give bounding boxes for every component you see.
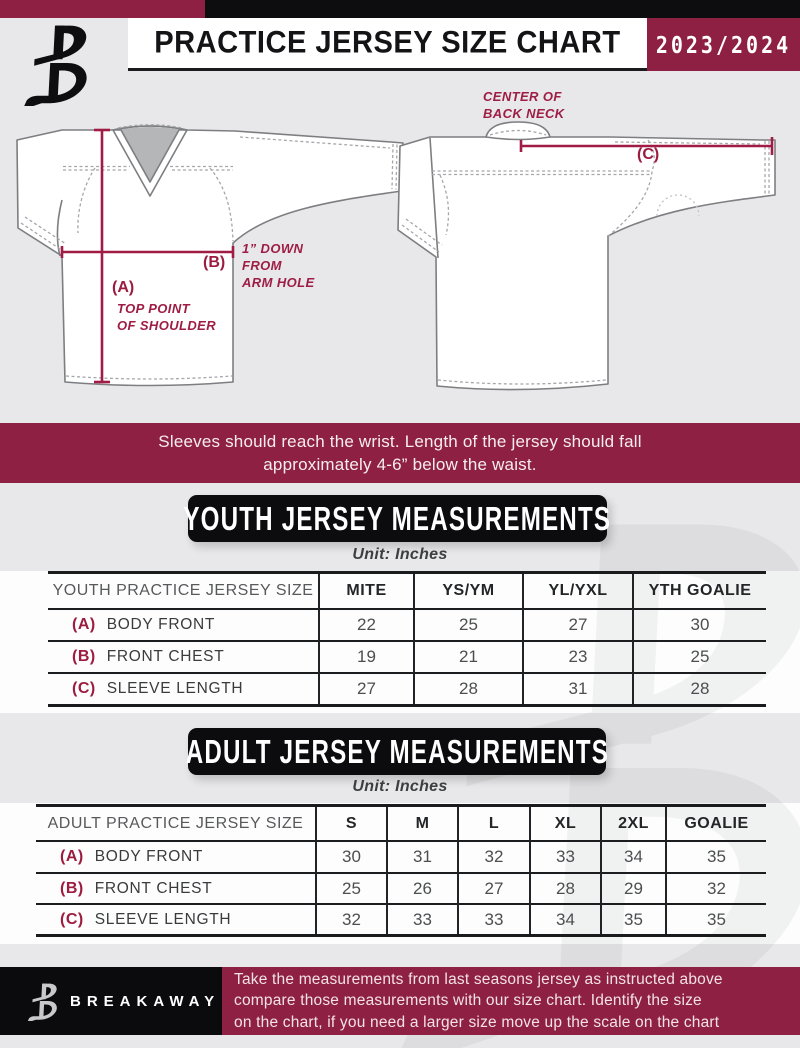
footer-line-3: on the chart, if you need a larger size move up the scale on the chart: [234, 1013, 720, 1031]
table-row-label: [48, 608, 318, 640]
table-value-cell: 25: [413, 608, 522, 640]
page-title: PRACTICE JERSEY SIZE CHART: [154, 25, 621, 60]
table-header-cell: XL: [529, 807, 600, 840]
table-row-label: [36, 872, 315, 903]
table-value-cell: 27: [522, 608, 632, 640]
annotation-label-b: (B): [203, 254, 226, 271]
measurement-label: SLEEVE LENGTH: [106, 680, 244, 697]
annotation-one-down-from-arm-hole: 1” DOWN FROM ARM HOLE: [242, 241, 315, 290]
table-value-cell: 30: [315, 840, 386, 872]
top-maroon-strip: [0, 0, 205, 18]
table-header-cell: M: [386, 807, 457, 840]
adult-size-table: [36, 804, 766, 937]
fit-notice-banner: [0, 423, 800, 483]
table-value-cell: 27: [457, 872, 529, 903]
adult-banner-title: ADULT JERSEY MEASUREMENTS: [185, 732, 609, 770]
jersey-diagrams: [0, 85, 800, 425]
measurement-key: (C): [72, 680, 96, 697]
table-value-cell: 33: [529, 840, 600, 872]
table-row-label: [36, 840, 315, 872]
table-value-cell: 28: [413, 672, 522, 704]
table-value-cell: 28: [632, 672, 766, 704]
measurement-key: (B): [60, 879, 84, 897]
measurement-key: (B): [72, 648, 96, 665]
table-value-cell: 32: [665, 872, 766, 903]
table-header-cell: L: [457, 807, 529, 840]
footer-line-2: compare those measurements with our size chart. Identify the size: [234, 992, 702, 1010]
table-value-cell: 34: [600, 840, 665, 872]
notice-line-2: approximately 4-6” below the waist.: [263, 455, 537, 474]
table-value-cell: 32: [457, 840, 529, 872]
measurement-key: (A): [72, 616, 96, 633]
annotation-label-c: (C): [637, 146, 660, 163]
table-value-cell: 26: [386, 872, 457, 903]
table-value-cell: 34: [529, 903, 600, 934]
table-value-cell: 35: [600, 903, 665, 934]
adult-unit-label: Unit: Inches: [352, 778, 448, 795]
table-value-cell: 29: [600, 872, 665, 903]
measurement-label: FRONT CHEST: [94, 879, 213, 897]
season-badge: [647, 18, 800, 71]
table-value-cell: 33: [386, 903, 457, 934]
measurement-label: BODY FRONT: [94, 848, 204, 865]
footer-brand-name: BREAKAWAY: [70, 992, 221, 1010]
table-value-cell: 28: [529, 872, 600, 903]
table-header-cell: GOALIE: [665, 807, 766, 840]
table-row-label: [48, 672, 318, 704]
table-row-label: [36, 903, 315, 934]
measurement-key: (A): [60, 848, 84, 865]
table-value-cell: 25: [632, 640, 766, 672]
table-value-cell: 35: [665, 903, 766, 934]
table-header-cell: MITE: [318, 574, 413, 608]
table-row-label: [48, 640, 318, 672]
table-header-cell: YTH GOALIE: [632, 574, 766, 608]
annotation-label-a: (A): [112, 279, 135, 296]
table-value-cell: 27: [318, 672, 413, 704]
annotation-center-back-neck: CENTER OF BACK NECK: [483, 89, 565, 121]
footer-brand-block: [0, 967, 222, 1035]
table-value-cell: 31: [522, 672, 632, 704]
annotation-top-point-of-shoulder: TOP POINT OF SHOULDER: [117, 301, 217, 333]
season-label: 2023/2024: [655, 30, 792, 59]
breakaway-footer-logo-icon: [28, 981, 60, 1021]
adult-section-banner: [185, 728, 609, 775]
table-header-cell: YS/YM: [413, 574, 522, 608]
table-value-cell: 21: [413, 640, 522, 672]
table-value-cell: 25: [315, 872, 386, 903]
measurement-key: (C): [60, 910, 84, 928]
table-value-cell: 30: [632, 608, 766, 640]
youth-section-banner: [183, 495, 612, 542]
table-header-cell: YOUTH PRACTICE JERSEY SIZE: [52, 582, 314, 599]
table-value-cell: 35: [665, 840, 766, 872]
table-value-cell: 33: [457, 903, 529, 934]
table-header-cell: YL/YXL: [522, 574, 632, 608]
measurement-label: BODY FRONT: [106, 616, 216, 633]
table-value-cell: 23: [522, 640, 632, 672]
table-value-cell: 19: [318, 640, 413, 672]
back-jersey-diagram: [398, 122, 775, 390]
notice-line-1: Sleeves should reach the wrist. Length of the jersey should fall: [158, 432, 642, 451]
measurement-label: SLEEVE LENGTH: [94, 910, 232, 928]
measurement-label: FRONT CHEST: [106, 648, 225, 665]
table-value-cell: 22: [318, 608, 413, 640]
footer-instructions: [222, 967, 800, 1035]
youth-size-table: [48, 571, 766, 707]
table-value-cell: 31: [386, 840, 457, 872]
table-header-cell: 2XL: [600, 807, 665, 840]
top-black-strip: [205, 0, 800, 18]
title-bar: [128, 18, 647, 71]
youth-unit-label: Unit: Inches: [352, 546, 448, 563]
footer-line-1: Take the measurements from last seasons jersey as instructed above: [234, 971, 723, 989]
table-header-cell: ADULT PRACTICE JERSEY SIZE: [47, 814, 304, 832]
table-header-cell: S: [315, 807, 386, 840]
youth-banner-title: YOUTH JERSEY MEASUREMENTS: [183, 499, 612, 537]
table-value-cell: 32: [315, 903, 386, 934]
